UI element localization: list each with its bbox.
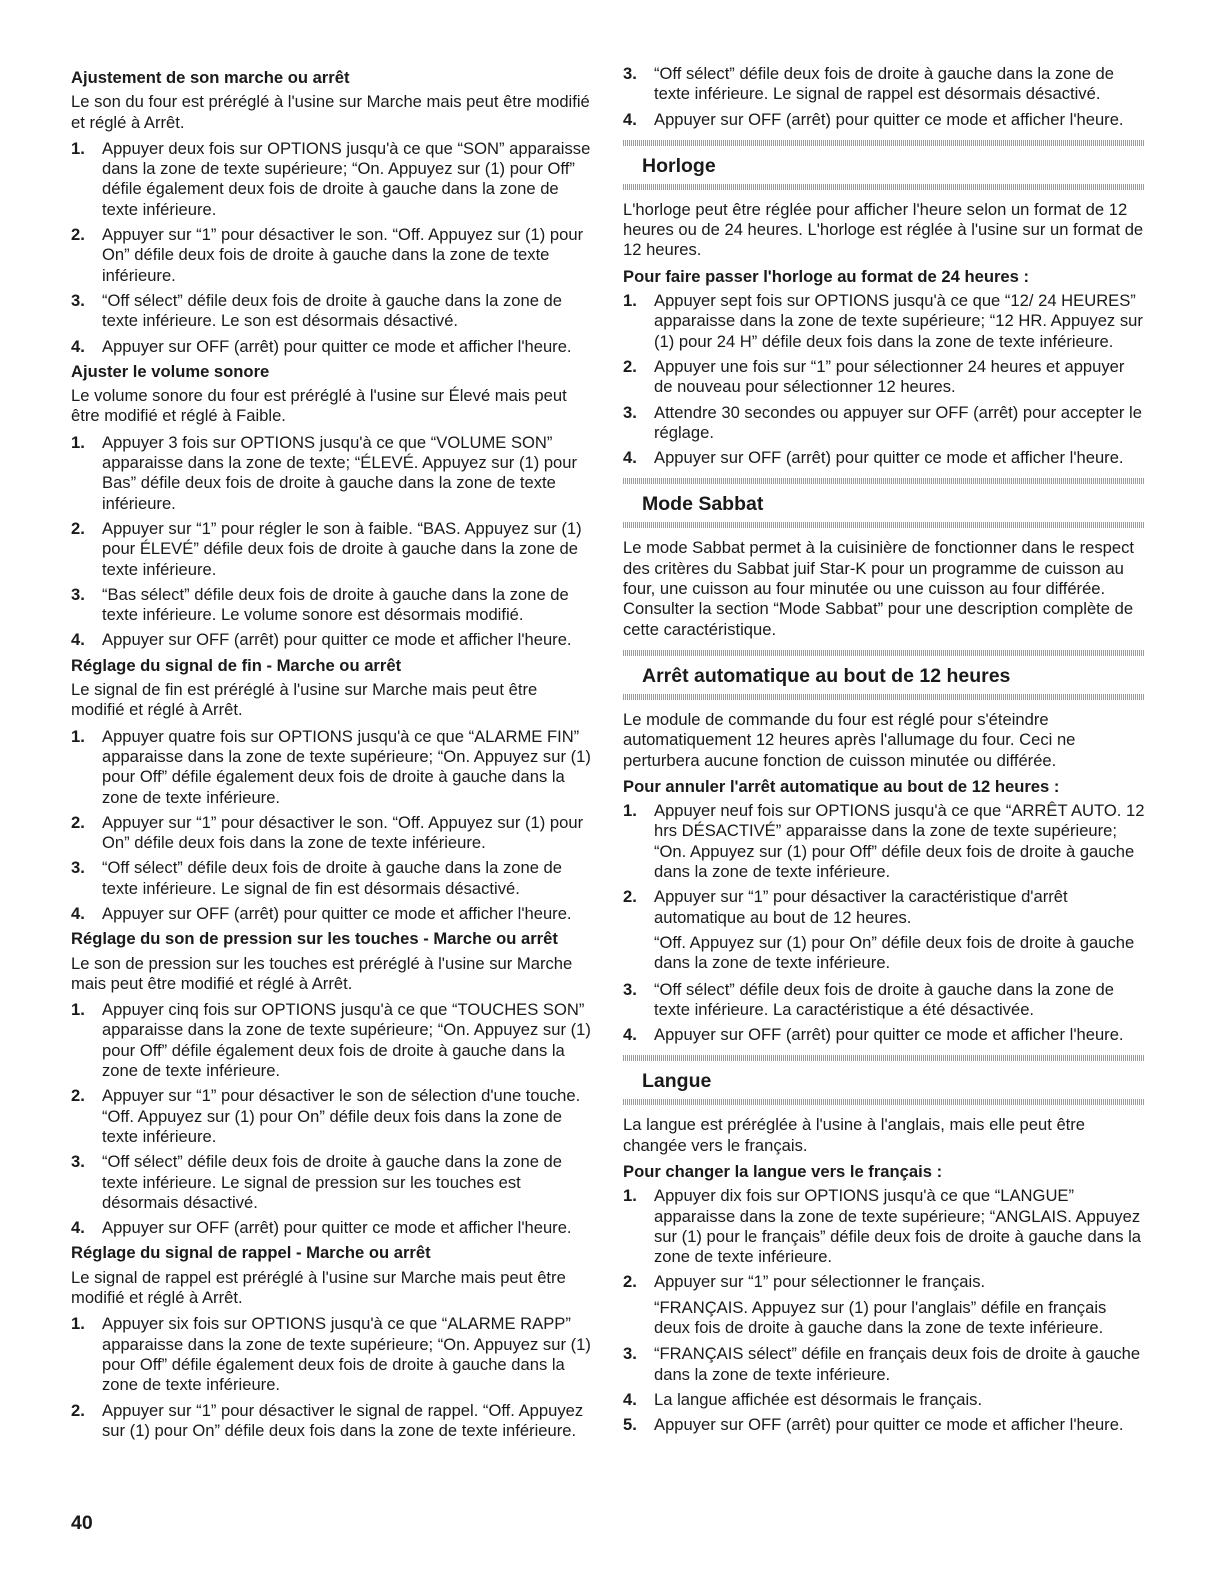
step-item [623,64,1145,105]
step-item [71,858,591,899]
step-number: 4. [623,109,637,129]
step-text: La langue affichée est désormais le français. [654,1389,983,1409]
step-item [71,585,591,626]
section-rule [623,1055,1145,1061]
step-text: Appuyer cinq fois sur OPTIONS jusqu'à ce que “TOUCHES SON” apparaisse dans la zone de texte supérieure; “On. Appuyez sur (1) pour Off” défile également deux fois de droite à gauche dans la zone de texte inférieure. [102,1000,591,1081]
step-number: 3. [623,979,637,999]
left-column [71,64,591,1446]
step-continuation: “FRANÇAIS. Appuyez sur (1) pour l'anglais” défile en français deux fois de droite à gauche dans la zone de texte inférieure. [654,1297,1107,1338]
paragraph: La langue est préréglée à l'usine à l'anglais, mais elle peut être changée vers le français. [623,1115,1086,1155]
step-number: 4. [623,1025,637,1045]
subheading: Ajustement de son marche ou arrêt [71,68,350,87]
step-text: Attendre 30 secondes ou appuyer sur OFF (arrêt) pour accepter le réglage. [654,402,1142,442]
paragraph: Le son de pression sur les touches est préréglé à l'usine sur Marche mais peut être modifié et réglé à Arrêt. [71,953,573,993]
step-item [71,225,591,286]
step-number: 1. [71,138,85,158]
subheading: Réglage du son de pression sur les touches - Marche ou arrêt [71,929,558,949]
step-item [623,403,1145,444]
step-item [71,433,591,514]
step-number: 1. [71,432,85,452]
step-text: “Off sélect” défile deux fois de droite à gauche dans la zone de texte inférieure. Le son est désormais désactivé. [102,290,562,331]
step-item [623,1344,1145,1385]
step-item [71,1218,591,1238]
step-text: “Off sélect” défile deux fois de droite à gauche dans la zone de texte inférieure. La caractéristique a été désactivée. [654,979,1114,1019]
step-text: Appuyer sur OFF (arrêt) pour quitter ce mode et afficher l'heure. [654,1415,1124,1435]
page-number: 40 [71,1512,93,1534]
step-text: Appuyer sur OFF (arrêt) pour quitter ce mode et afficher l'heure. [102,1218,572,1238]
step-number: 1. [71,1000,85,1020]
step-number: 4. [71,903,85,923]
step-item [623,291,1145,352]
step-number: 4. [623,448,637,468]
step-text: Appuyer sur OFF (arrêt) pour quitter ce mode et afficher l'heure. [102,336,572,356]
section-rule [623,694,1145,700]
step-text: Appuyer 3 fois sur OPTIONS jusqu'à ce que “VOLUME SON” apparaisse dans la zone de texte; “ÉLEVÉ. Appuyez sur (1) pour Bas” défile deux fois de droite à gauche dans la zone de texte inférieure. [102,432,578,513]
step-text: Appuyer sur “1” pour désactiver le son de sélection d'une touche. “Off. Appuyez sur (1) pour On” défile deux fois dans la zone de texte inférieure. [102,1086,581,1146]
step-item [623,110,1145,130]
step-number: 4. [71,1218,85,1238]
step-item [623,980,1145,1021]
step-item [71,1000,591,1081]
step-item [71,139,591,220]
step-item [623,1390,1145,1410]
step-item [71,813,591,854]
right-column [623,64,1145,1441]
step-number: 2. [71,1086,85,1106]
step-item [623,448,1145,468]
section-rule [623,140,1145,146]
step-number: 3. [71,1152,85,1172]
step-text: Appuyer six fois sur OPTIONS jusqu'à ce que “ALARME RAPP” apparaisse dans la zone de texte supérieure; “On. Appuyez sur (1) pour Off” défile également deux fois de droite à gauche dans la zone de texte inférieure. [102,1314,591,1395]
step-item [71,727,591,808]
step-item [71,291,591,332]
section-rule [623,522,1145,528]
step-item [71,337,591,357]
step-text: Appuyer sur “1” pour régler le son à faible. “BAS. Appuyez sur (1) pour ÉLEVÉ” défile deux fois de droite à gauche dans la zone de texte inférieure. [102,518,582,579]
step-number: 4. [71,336,85,356]
step-number: 2. [71,1400,85,1420]
step-item [623,357,1145,398]
step-number: 2. [623,1272,637,1292]
step-text: Appuyer sur “1” pour désactiver le signal de rappel. “Off. Appuyez sur (1) pour On” défile deux fois dans la zone de texte inférieure. [102,1400,584,1440]
step-number: 3. [623,402,637,422]
step-number: 4. [71,630,85,650]
subheading: Pour annuler l'arrêt automatique au bout de 12 heures : [623,776,1060,796]
paragraph: Le signal de fin est préréglé à l'usine sur Marche mais peut être modifié et réglé à Arrêt. [71,680,538,720]
paragraph: Le volume sonore du four est préréglé à l'usine sur Élevé mais peut être modifié et réglé à Faible. [71,386,567,426]
step-number: 4. [623,1389,637,1409]
subheading: Réglage du signal de rappel - Marche ou arrêt [71,1243,431,1263]
paragraph: Le son du four est préréglé à l'usine sur Marche mais peut être modifié et réglé à Arrêt. [71,92,590,132]
step-item [623,887,1145,928]
step-text: “Off sélect” défile deux fois de droite à gauche dans la zone de texte inférieure. Le signal de rappel est désormais désactivé. [654,64,1114,104]
section-heading: Mode Sabbat [642,493,764,516]
section-heading: Arrêt automatique au bout de 12 heures [642,664,1011,687]
step-number: 3. [623,64,637,83]
subheading: Réglage du signal de fin - Marche ou arrêt [71,655,402,675]
step-text: Appuyer deux fois sur OPTIONS jusqu'à ce que “SON” apparaisse dans la zone de texte supérieure; “On. Appuyez sur (1) pour Off” défile également deux fois de droite à gauche dans la zone de texte inférieure. [102,138,591,219]
step-item [623,801,1145,882]
section-heading: Horloge [642,154,716,177]
section-heading: Langue [642,1070,712,1093]
step-item [71,1401,591,1442]
step-item [71,1086,591,1147]
step-text: Appuyer sur “1” pour sélectionner le français. [654,1272,986,1292]
subheading: Ajuster le volume sonore [71,361,270,381]
step-item [71,519,591,580]
step-text: Appuyer sept fois sur OPTIONS jusqu'à ce que “12/ 24 HEURES” apparaisse dans la zone de texte supérieure; “12 HR. Appuyez sur (1) pour 24 H” défile deux fois dans la zone de texte inférieure. [654,291,1143,351]
step-number: 3. [71,858,85,878]
step-text: “Off sélect” défile deux fois de droite à gauche dans la zone de texte inférieure. Le signal de fin est désormais désactivé. [102,858,562,898]
step-item [623,1025,1145,1045]
step-text: Appuyer sur OFF (arrêt) pour quitter ce mode et afficher l'heure. [654,448,1124,468]
step-item [71,904,591,924]
paragraph: Le mode Sabbat permet à la cuisinière de fonctionner dans le respect des critères du Sabbat juif Star-K pour un programme de cuisson au four, une cuisson au four minutée ou une cuisson au four différée. Consulter la section “Mode Sabbat” pour une description complète de cette caractéristique. [623,538,1135,639]
step-text: Appuyer sur “1” pour désactiver le son. “Off. Appuyez sur (1) pour On” défile deux fois dans la zone de texte inférieure. [102,812,584,853]
step-text: “Bas sélect” défile deux fois de droite à gauche dans la zone de texte inférieure. Le volume sonore est désormais modifié. [102,584,569,625]
subheading: Pour changer la langue vers le français : [623,1161,943,1181]
step-number: 1. [623,801,637,821]
paragraph: Le module de commande du four est réglé pour s'éteindre automatiquement 12 heures après l'allumage du four. Ceci ne perturbera aucune fonction de cuisson minutée ou différée. [623,709,1076,770]
step-text: Appuyer sur “1” pour désactiver le son. “Off. Appuyez sur (1) pour On” défile deux fois de droite à gauche dans la zone de texte inférieure. [102,225,584,285]
step-number: 1. [71,726,85,746]
step-number: 1. [623,1186,637,1206]
step-text: Appuyer quatre fois sur OPTIONS jusqu'à ce que “ALARME FIN” apparaisse dans la zone de texte supérieure; “On. Appuyez sur (1) pour Off” défile également deux fois de droite à gauche dans la zone de texte inférieure. [102,726,591,807]
step-number: 3. [71,584,85,604]
step-text: Appuyer sur OFF (arrêt) pour quitter ce mode et afficher l'heure. [654,1025,1124,1045]
step-number: 1. [623,291,637,311]
step-item [71,1152,591,1213]
step-text: Appuyer sur OFF (arrêt) pour quitter ce mode et afficher l'heure. [654,109,1124,129]
paragraph: Le signal de rappel est préréglé à l'usine sur Marche mais peut être modifié et réglé à Arrêt. [71,1267,566,1308]
step-text: “FRANÇAIS sélect” défile en français deux fois de droite à gauche dans la zone de texte inférieure. [654,1344,1141,1384]
section-rule [623,184,1145,190]
step-text: Appuyer dix fois sur OPTIONS jusqu'à ce que “LANGUE” apparaisse dans la zone de texte supérieure; “ANGLAIS. Appuyez sur (1) pour le français” défile deux fois de droite à gauche dans la zone de texte inférieure. [654,1186,1142,1267]
step-item [623,1415,1145,1435]
step-number: 2. [71,225,85,245]
step-continuation: “Off. Appuyez sur (1) pour On” défile deux fois de droite à gauche dans la zone de texte inférieure. [654,932,1135,973]
step-text: Appuyer une fois sur “1” pour sélectionner 24 heures et appuyer de nouveau pour sélectionner 12 heures. [654,356,1125,397]
step-number: 3. [71,290,85,310]
step-number: 2. [71,812,85,832]
step-number: 2. [71,518,85,538]
step-text: Appuyer neuf fois sur OPTIONS jusqu'à ce que “ARRÊT AUTO. 12 hrs DÉSACTIVÉ” apparaisse dans la zone de texte supérieure; “On. Appuyez sur (1) pour Off” défile deux fois de droite à gauche dans la zone de texte inférieure. [654,801,1145,882]
step-text: Appuyer sur “1” pour désactiver la caractéristique d'arrêt automatique au bout de 12 heures. [654,887,1068,927]
paragraph: L'horloge peut être réglée pour afficher l'heure selon un format de 12 heures ou de 24 heures. L'horloge est réglée à l'usine sur un format de 12 heures. [623,199,1144,260]
step-text: Appuyer sur OFF (arrêt) pour quitter ce mode et afficher l'heure. [102,630,572,650]
step-number: 2. [623,887,637,907]
step-item [71,1314,591,1395]
step-number: 1. [71,1314,85,1334]
section-rule [623,1099,1145,1105]
step-number: 5. [623,1415,637,1435]
section-rule [623,650,1145,656]
step-number: 2. [623,356,637,376]
step-item [71,630,591,650]
step-item [623,1186,1145,1267]
step-text: “Off sélect” défile deux fois de droite à gauche dans la zone de texte inférieure. Le signal de pression sur les touches est désormais désactivé. [102,1152,562,1212]
section-rule [623,478,1145,484]
step-text: Appuyer sur OFF (arrêt) pour quitter ce mode et afficher l'heure. [102,903,572,923]
step-number: 3. [623,1344,637,1364]
subheading: Pour faire passer l'horloge au format de 24 heures : [623,266,1030,286]
step-item [623,1272,1145,1292]
